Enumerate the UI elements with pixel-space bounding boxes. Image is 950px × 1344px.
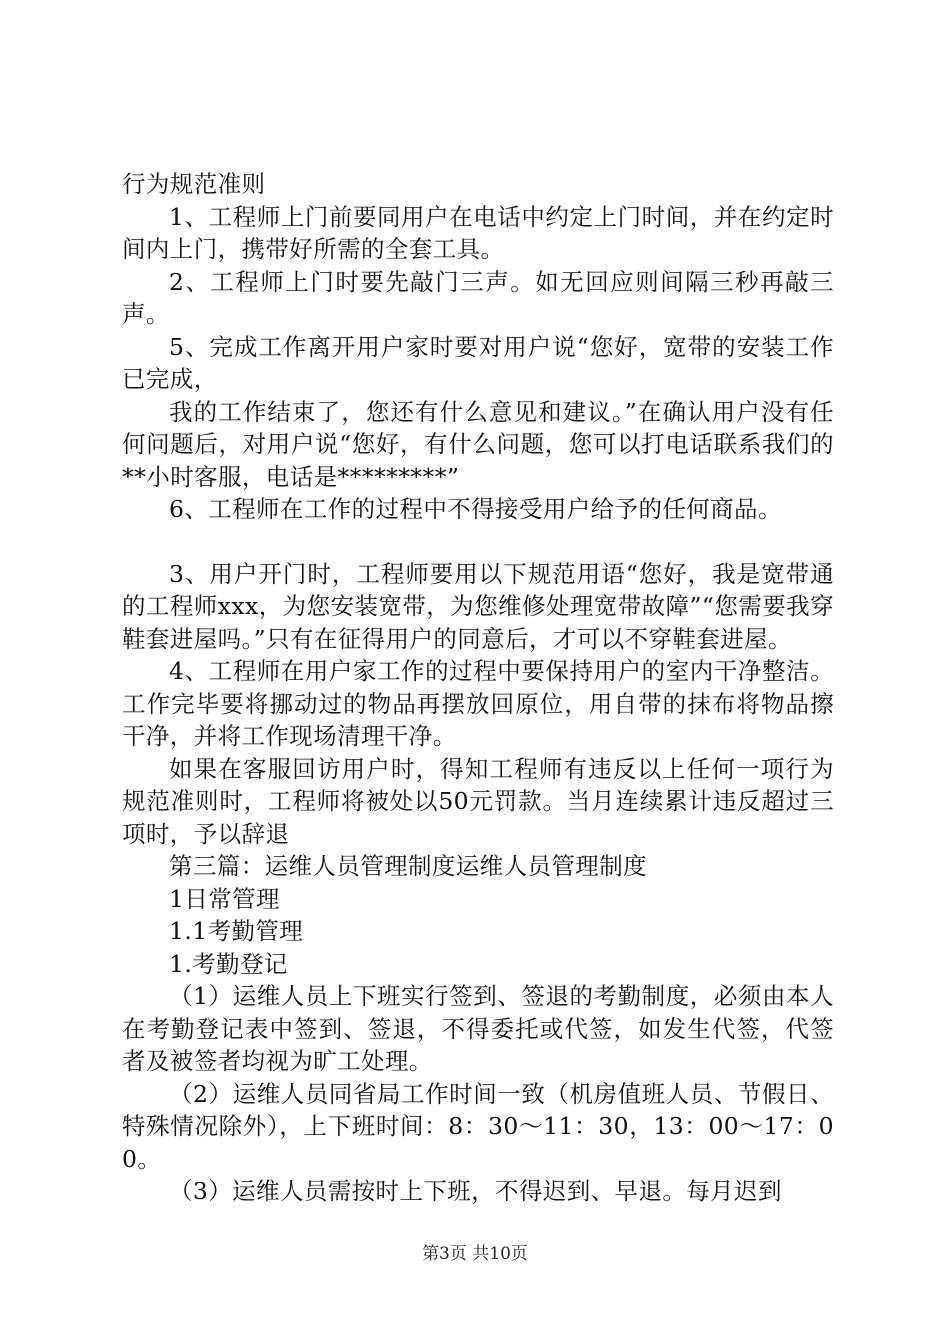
rule-1-paragraph: 1、工程师上门前要同用户在电话中约定上门时间，并在约定时间内上门，携带好所需的全套工具。	[122, 202, 834, 263]
rule-4-paragraph: 4、工程师在用户家工作的过程中要保持用户的室内干净整洁。工作完毕要将挪动过的物品再摆放回原位，用自带的抹布将物品擦干净，并将工作现场清理干净。	[122, 657, 834, 750]
daily-management-heading: 1日常管理	[169, 884, 280, 913]
attendance-register-heading: 1.考勤登记	[169, 949, 288, 978]
attendance-rule-3-paragraph: （3）运维人员需按时上下班，不得迟到、早退。每月迟到	[169, 1177, 782, 1205]
attendance-management-heading: 1.1考勤管理	[169, 917, 304, 945]
rule-5-paragraph: 5、完成工作离开用户家时要对用户说“您好，宽带的安装工作已完成，	[122, 332, 834, 393]
penalty-paragraph: 如果在客服回访用户时，得知工程师有违反以上任何一项行为规范准则时，工程师将被处以50元罚款。当月连续累计违反超过三项时，予以辞退	[122, 754, 834, 848]
document-body	[122, 168, 834, 1208]
chapter-heading: 第三篇：运维人员管理制度运维人员管理制度	[169, 852, 647, 880]
rule-6-paragraph: 6、工程师在工作的过程中不得接受用户给予的任何商品。	[169, 495, 782, 523]
rule-5-continuation-paragraph: 我的工作结束了，您还有什么意见和建议。”在确认用户没有任何问题后，对用户说“您好，有什么问题，您可以打电话联系我们的**小时客服，电话是*********”	[122, 397, 834, 491]
section-title: 行为规范准则	[122, 170, 266, 198]
rule-2-paragraph: 2、工程师上门时要先敲门三声。如无回应则间隔三秒再敲三声。	[122, 267, 834, 328]
attendance-rule-2-paragraph: （2）运维人员同省局工作时间一致（机房值班人员、节假日、特殊情况除外），上下班时间：8：30～11：30，13：00～17：00。	[122, 1079, 834, 1173]
blank-line	[122, 526, 834, 558]
attendance-rule-1-paragraph: （1）运维人员上下班实行签到、签退的考勤制度，必须由本人在考勤登记表中签到、签退，不得委托或代签，如发生代签，代签者及被签者均视为旷工处理。	[122, 982, 834, 1075]
page-number-footer: 第3页 共10页	[422, 1244, 528, 1264]
rule-3-paragraph: 3、用户开门时，工程师要用以下规范用语“您好，我是宽带通的工程师xxx，为您安装宽带，为您维修处理宽带故障”“您需要我穿鞋套进屋吗。”只有在征得用户的同意后，才可以不穿鞋套进屋。	[122, 559, 834, 653]
